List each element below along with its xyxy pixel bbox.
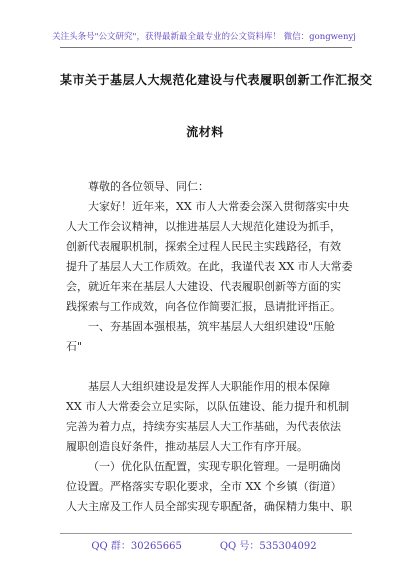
header-promo-note: 关注头条号"公文研究"，获得最新最全最专业的公文资料库！ 微信：gongwenyj xyxy=(52,32,356,42)
section1-body xyxy=(66,377,354,457)
subsection1-line: （一）优化队伍配置，实现专职化管理。一是明确岗 xyxy=(88,460,341,473)
intro-line: 创新代表履职机制，探索全过程人民民主实践路径，有效 xyxy=(66,240,341,253)
document-title-line-1: 某市关于基层人大规范化建设与代表履职创新工作汇报交 xyxy=(60,73,373,87)
section1-heading xyxy=(66,317,354,357)
footer-contact xyxy=(0,537,408,552)
section1-body-line: 完善为着力点，持续夯实基层人大工作基础，为代表依法 xyxy=(66,420,341,433)
footer-qq-number: QQ 号：535304092 xyxy=(219,541,317,552)
intro-line: 人大工作会议精神，以推进基层人大规范化建设为抓手， xyxy=(66,220,341,233)
footer-qq-group: QQ 群：30265665 xyxy=(91,541,182,552)
subsection1 xyxy=(66,457,354,517)
footer-divider xyxy=(60,533,352,534)
section1-heading-line: 石" xyxy=(66,340,83,353)
subsection1-line: 位设置。严格落实专职化要求，全市 XX 个乡镇（街道） xyxy=(66,480,342,493)
salutation xyxy=(88,177,348,197)
section1-body-line: 基层人大组织建设是发挥人大职能作用的根本保障 xyxy=(88,380,330,393)
intro-line: 大家好！近年来，XX 市人大常委会深入贯彻落实中央 xyxy=(88,200,350,213)
header-divider xyxy=(60,47,352,48)
document-title-line-2: 流材料 xyxy=(186,125,224,139)
intro-line: 提升了基层人大工作质效。在此，我谨代表 XX 市人大常委 xyxy=(66,260,353,273)
intro-paragraph xyxy=(66,197,354,317)
section1-body-line: 履职创造良好条件，推动基层人大工作有序开展。 xyxy=(66,440,308,453)
intro-line: 践探索与工作成效，向各位作简要汇报，恳请批评指正。 xyxy=(66,300,341,313)
subsection1-line: 人大主席及工作人员全部实现专职配备，确保精力集中、职 xyxy=(66,500,352,513)
section1-body-line: XX 市人大常委会立足实际，以队伍建设、能力提升和机制 xyxy=(66,400,350,413)
intro-line: 会，就近年来在基层人大建设、代表履职创新等方面的实 xyxy=(66,280,341,293)
section1-heading-line: 一、夯基固本强根基，筑牢基层人大组织建设"压舱 xyxy=(88,320,336,333)
salutation-text: 尊敬的各位领导、同仁： xyxy=(88,180,209,193)
